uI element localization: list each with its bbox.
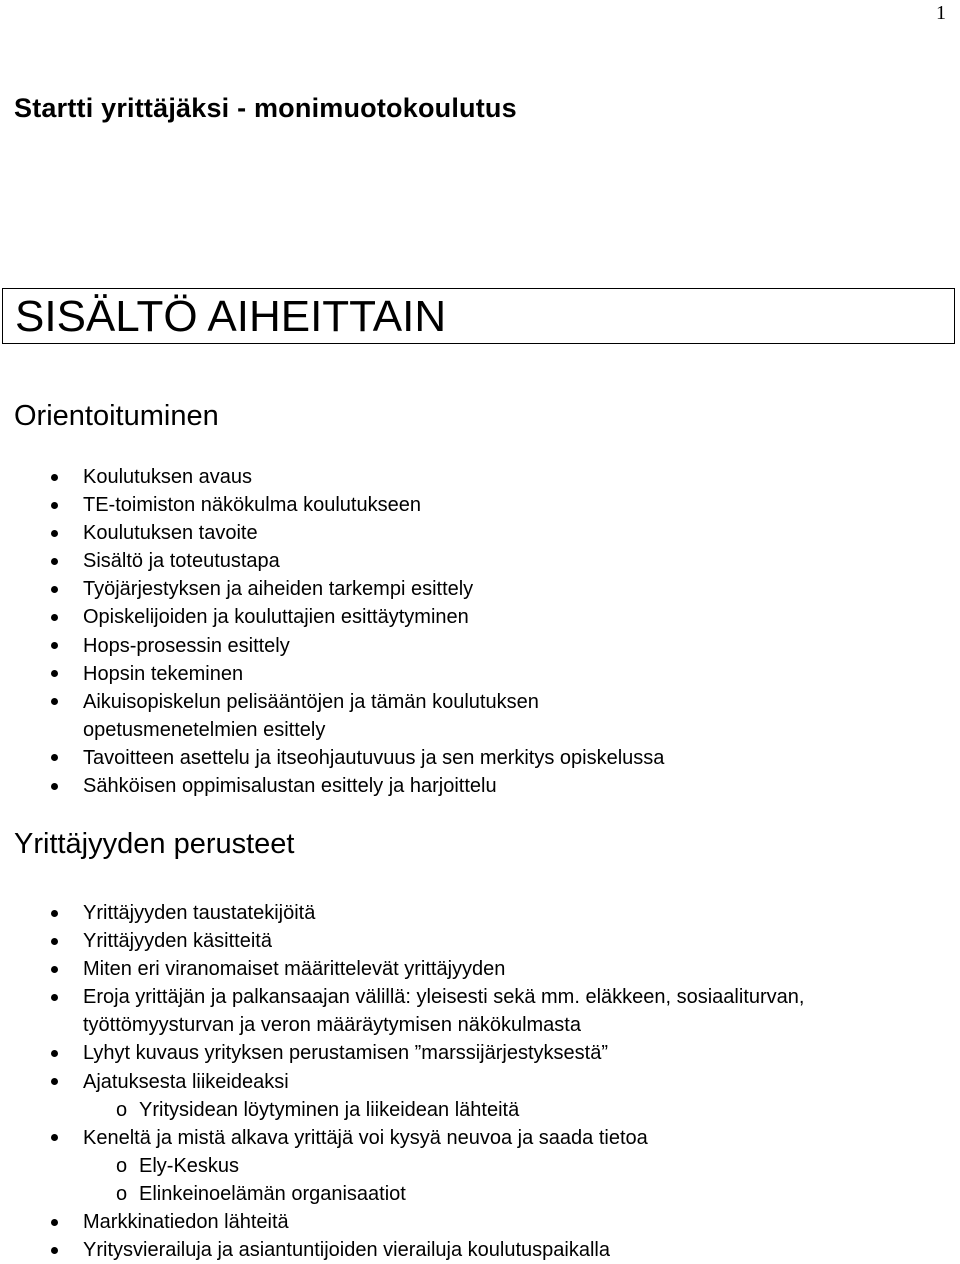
orientoituminen-list — [0, 463, 940, 800]
list-item: Markkinatiedon lähteitä — [0, 1208, 940, 1236]
list-item: Yrittäjyyden käsitteitä — [0, 927, 940, 955]
list-item: Koulutuksen tavoite — [0, 519, 940, 547]
yrittajyyden-perusteet-list — [0, 899, 940, 1264]
list-item: Keneltä ja mistä alkava yrittäjä voi kysyä neuvoa ja saada tietoa o Ely-Keskus o Elinkeinoelämän organisaatiot — [0, 1124, 940, 1208]
list-item: Yritysvierailuja ja asiantuntijoiden vierailuja koulutuspaikalla — [0, 1236, 940, 1264]
list-item: Hopsin tekeminen — [0, 660, 940, 688]
list-item: Työjärjestyksen ja aiheiden tarkempi esittely — [0, 575, 940, 603]
list-item: Sähköisen oppimisalustan esittely ja harjoittelu — [0, 772, 940, 800]
section-heading-yrittajyyden-perusteet: Yrittäjyyden perusteet — [14, 828, 295, 860]
list-item: Koulutuksen avaus — [0, 463, 940, 491]
sub-list-item: o Elinkeinoelämän organisaatiot — [83, 1180, 940, 1208]
document-title: Startti yrittäjäksi - monimuotokoulutus — [14, 93, 517, 123]
boxed-heading-text: SISÄLTÖ AIHEITTAIN — [15, 292, 447, 341]
list-item: Aikuisopiskelun pelisääntöjen ja tämän koulutuksen opetusmenetelmien esittely — [0, 688, 940, 744]
list-item: Sisältö ja toteutustapa — [0, 547, 940, 575]
list-item: Eroja yrittäjän ja palkansaajan välillä: yleisesti sekä mm. eläkkeen, sosiaaliturvan, työttömyysturvan ja veron määräytymisen näkökulmasta — [0, 983, 940, 1039]
list-item: Miten eri viranomaiset määrittelevät yrittäjyyden — [0, 955, 940, 983]
page-number: 1 — [936, 2, 946, 24]
list-item: Yrittäjyyden taustatekijöitä — [0, 899, 940, 927]
sub-list — [83, 1152, 940, 1208]
sub-list — [83, 1096, 940, 1124]
list-item: TE-toimiston näkökulma koulutukseen — [0, 491, 940, 519]
sub-list-item: o Yritysidean löytyminen ja liikeidean lähteitä — [83, 1096, 940, 1124]
list-item: Tavoitteen asettelu ja itseohjautuvuus ja sen merkitys opiskelussa — [0, 744, 940, 772]
list-item: Lyhyt kuvaus yrityksen perustamisen ”marssijärjestyksestä” — [0, 1039, 940, 1067]
sub-list-item: o Ely-Keskus — [83, 1152, 940, 1180]
boxed-heading — [2, 288, 955, 344]
list-item: Ajatuksesta liikeideaksi o Yritysidean löytyminen ja liikeidean lähteitä — [0, 1068, 940, 1124]
list-item: Opiskelijoiden ja kouluttajien esittäytyminen — [0, 603, 940, 631]
list-item: Hops-prosessin esittely — [0, 632, 940, 660]
section-heading-orientoituminen: Orientoituminen — [14, 400, 219, 432]
